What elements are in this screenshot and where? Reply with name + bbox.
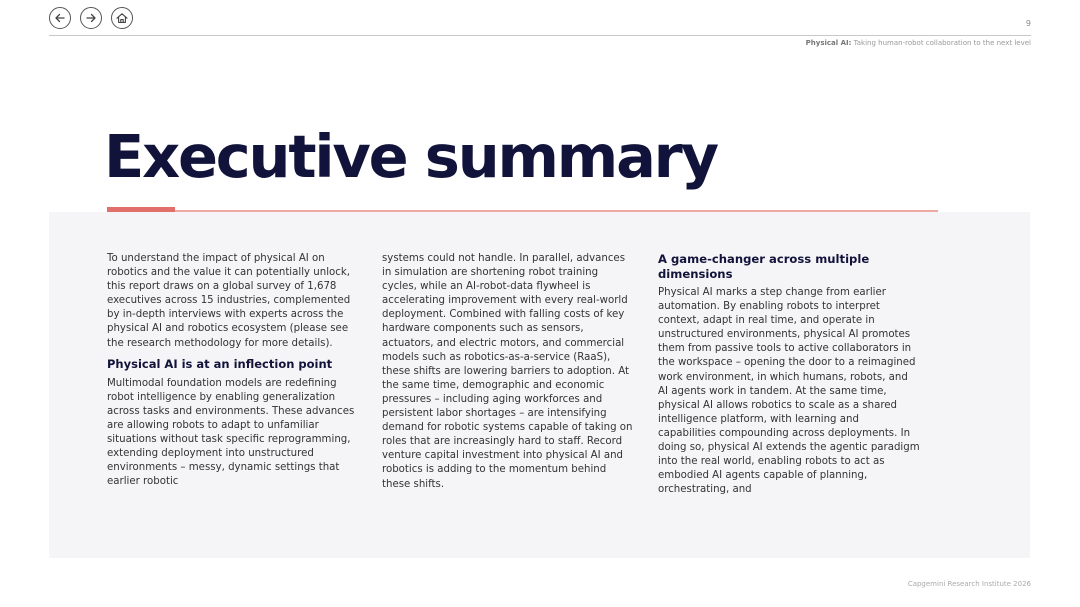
section-heading-inflection: Physical AI is at an inflection point	[107, 356, 333, 371]
continuation-paragraph: systems could not handle. In parallel, advances in simulation are shortening robot training cycles, while an AI-robot-data flywheel is accelerating improvement with every real-world deployment. Combined with falling costs of key hardware components such as sensors, actuators, and electric motors, and commercial models such as robotics-as-a-service (RaaS), these shifts are lowering barriers to adoption. At the same time, demographic and economic pressures – including aging workforces and persistent labor shortages – are intensifying demand for robotic systems capable of taking on roles that are increasingly hard to staff. Record venture capital investment into physical AI and robotics is adding to the momentum behind these shifts.	[382, 253, 633, 490]
game-changer-paragraph: Physical AI marks a step change from earlier automation. By enabling robots to interpret context, adapt in real time, and operate in unstructured environments, physical AI promotes them from passive tools to active collaborators in the workspace – opening the door to a reimagined work environment, in which humans, robots, and AI agents work in tandem. At the same time, physical AI allows robotics to scale as a shared intelligence platform, with learning and capabilities compounding across deployments. In doing so, physical AI extends the agentic paradigm into the real world, enabling robots to act as embodied AI agents capable of planning, orchestrating, and	[658, 287, 920, 496]
intro-paragraph: To understand the impact of physical AI on robotics and the value it can potentially unlock, this report draws on a global survey of 1,678 executives across 15 industries, complemented by in-depth interviews with experts across the physical AI and robotics ecosystem (please see the research methodology for more details).	[107, 253, 351, 349]
arrow-right-icon	[84, 11, 98, 25]
section-heading-game-changer: A game-changer across multiple dimensions	[658, 252, 870, 281]
navigation-bar	[49, 7, 133, 29]
column-1	[107, 252, 361, 489]
home-button[interactable]	[111, 7, 133, 29]
home-icon	[115, 11, 129, 25]
footer-credit: Capgemini Research Institute 2026	[907, 580, 1031, 588]
column-2	[382, 252, 636, 492]
back-button[interactable]	[49, 7, 71, 29]
inflection-paragraph: Multimodal foundation models are redefining robot intelligence by enabling generalization across tasks and environments. These advances are allowing robots to adapt to unfamiliar situations without task specific reprogramming, extending deployment into unstructured environments – messy, dynamic settings that earlier robotic	[107, 377, 355, 488]
column-3	[658, 252, 920, 497]
running-header	[806, 39, 1031, 47]
running-header-label: Physical AI:	[805, 39, 852, 47]
forward-button[interactable]	[80, 7, 102, 29]
title-accent-bar	[107, 207, 175, 212]
page-number: 9	[1025, 19, 1031, 28]
header-divider	[49, 35, 1031, 36]
page-title: Executive summary	[104, 122, 717, 191]
running-header-text: Taking human-robot collaboration to the next level	[851, 39, 1031, 47]
title-underline	[175, 210, 938, 212]
arrow-left-icon	[53, 11, 67, 25]
